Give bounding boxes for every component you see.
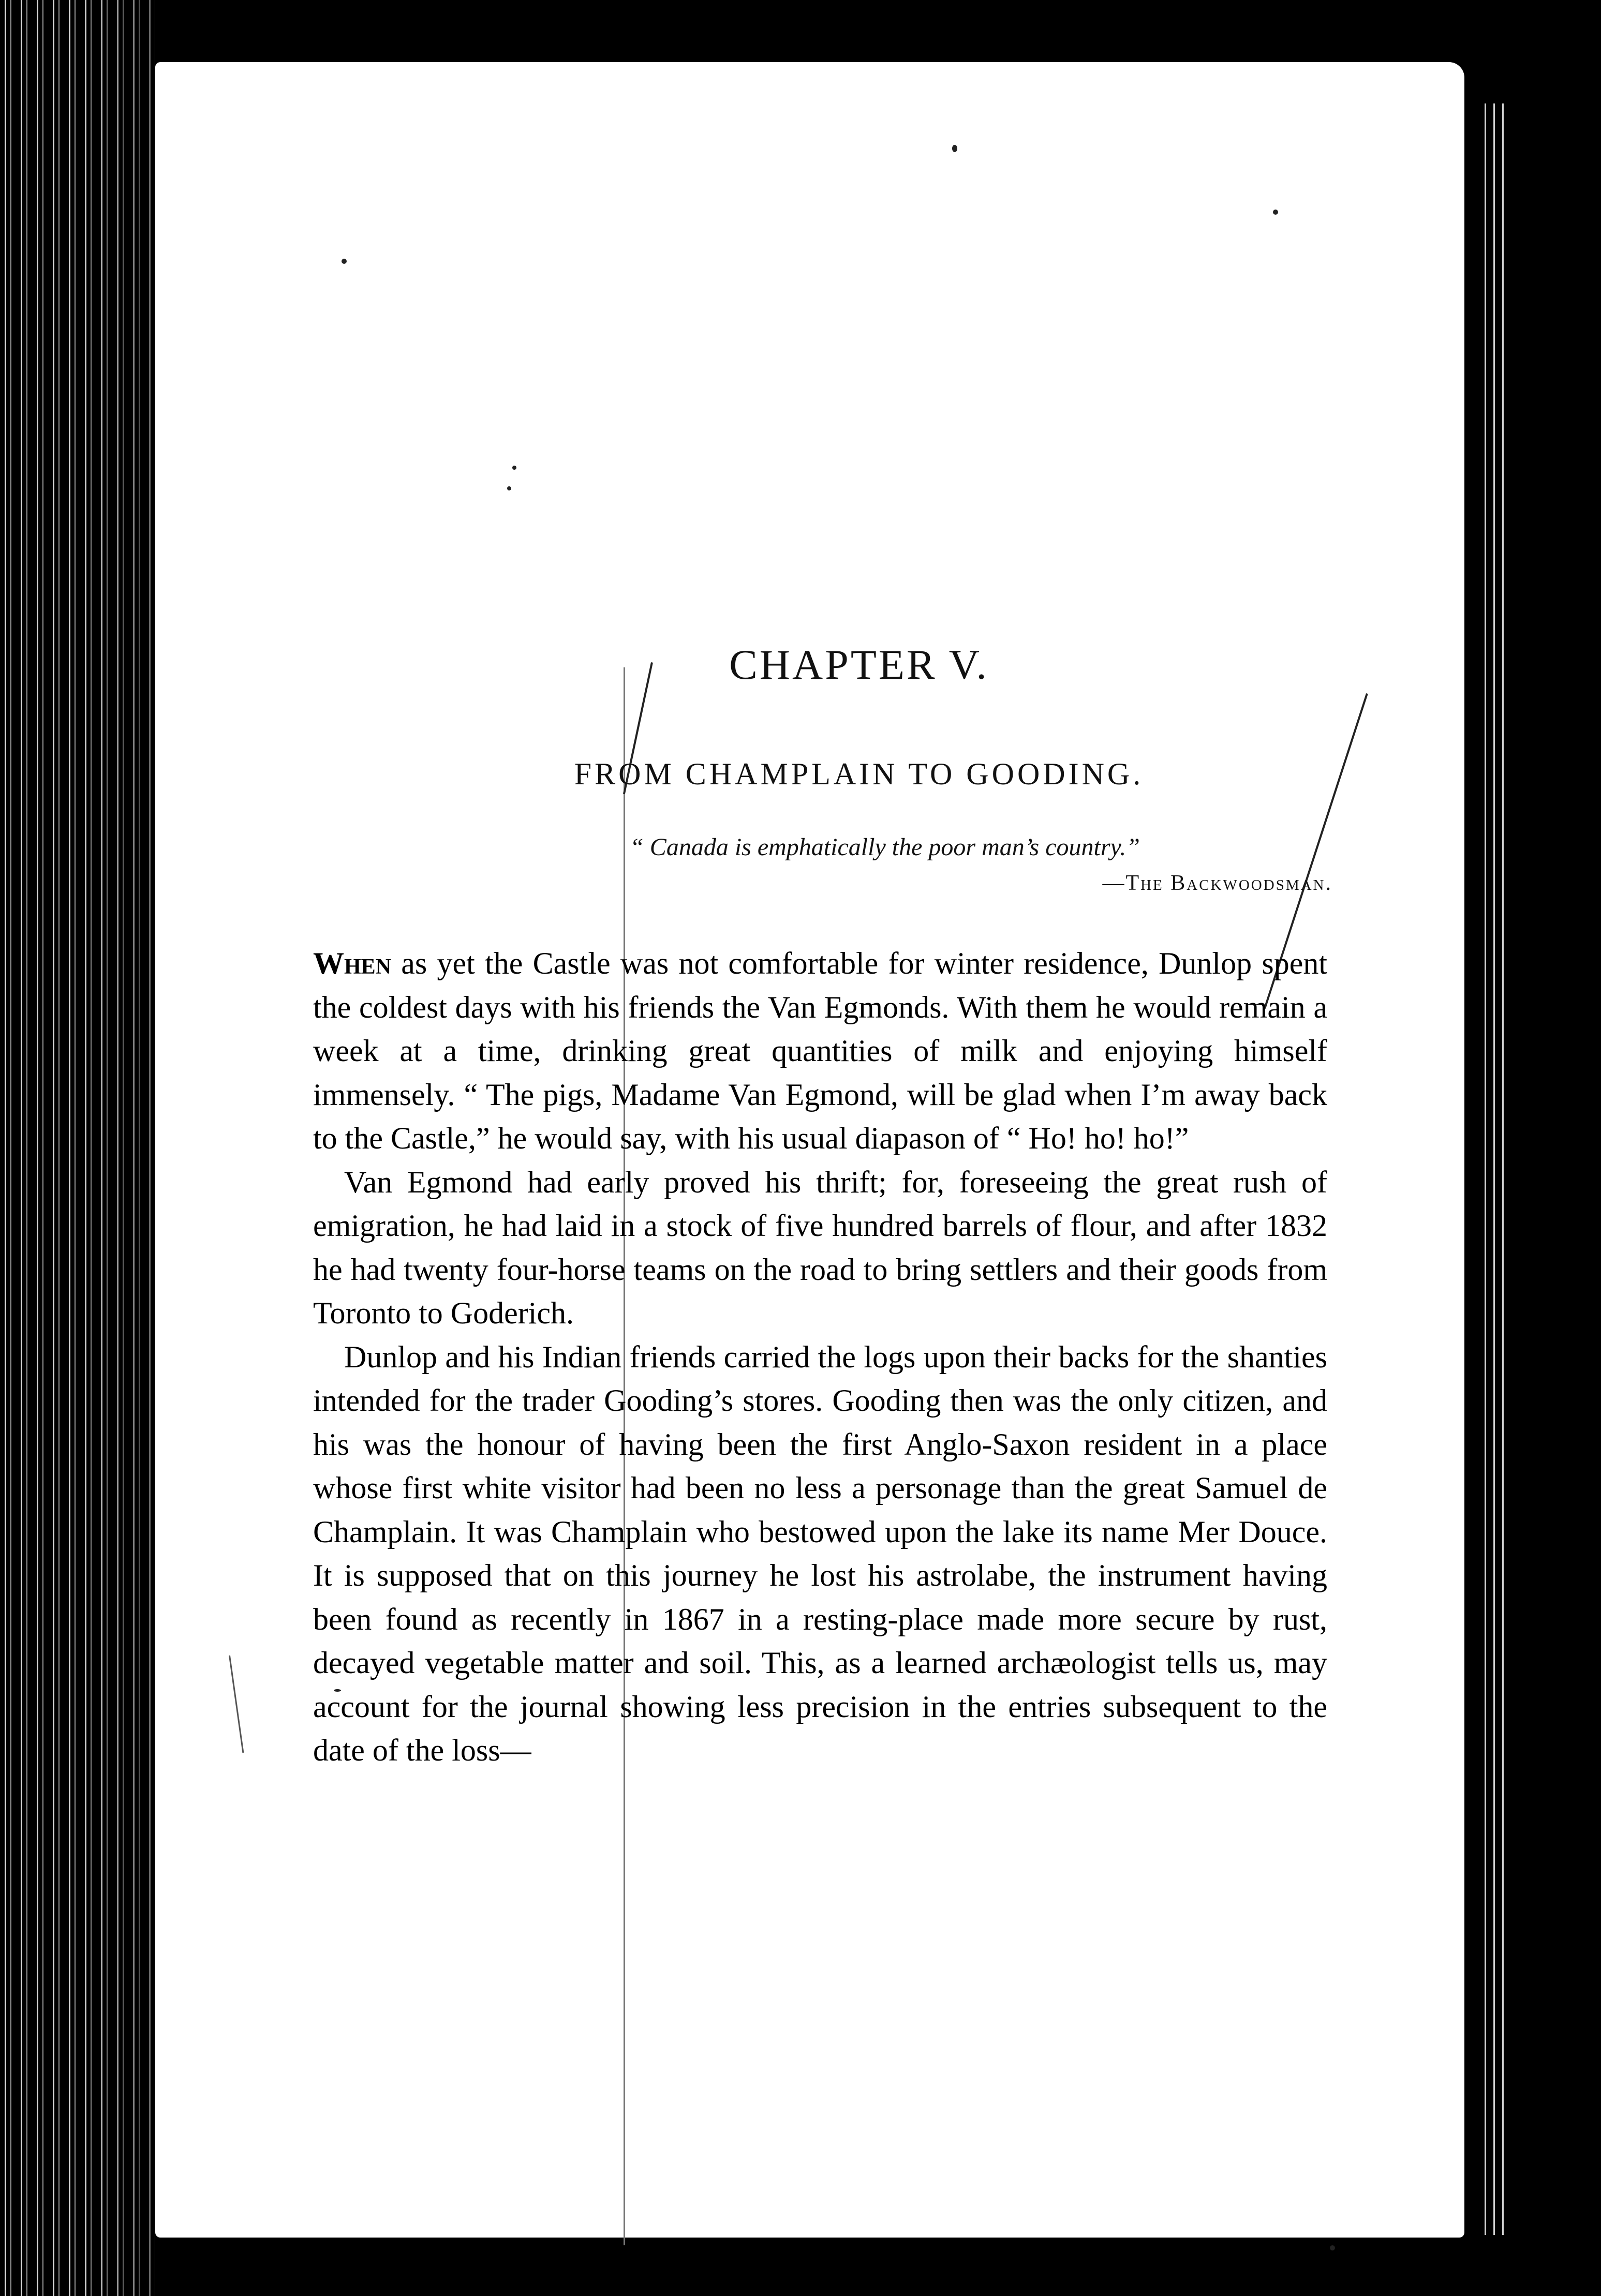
chapter-subtitle: FROM CHAMPLAIN TO GOODING.: [574, 757, 1144, 791]
scan-speck: [1330, 2245, 1335, 2250]
page-edge: [1477, 103, 1508, 2235]
pencil-tick-left: [229, 1656, 244, 1753]
chapter-title: CHAPTER V.: [729, 641, 989, 688]
paragraph-1: [313, 942, 1327, 1160]
epigraph-source: —The Backwoodsman.: [1102, 871, 1332, 895]
paragraph-text: as yet the Castle was not comfortable for winter residence, Dunlop spent the coldest days with his friends the Van Egmonds. With them he would remain a week at a time, drinking great quantities of milk and enjoying himself immensely. “ The pigs, Madame Van Egmond, will be glad when I’m away back to the Castle,” he would say, with his usual diapason of “ Ho! ho! ho!”: [313, 946, 1327, 1155]
paragraph-lead-word: When: [313, 946, 392, 980]
scan-speck: [507, 486, 511, 490]
book-page: [155, 62, 1464, 2238]
binding-shadow: [78, 0, 155, 2296]
body-text: [313, 942, 1327, 1772]
scan-speck: [1273, 210, 1278, 215]
scan-speck: [342, 259, 347, 264]
epigraph-quote: “ Canada is emphatically the poor man’s country.”: [630, 833, 1140, 861]
epigraph: [386, 833, 1332, 896]
paragraph-3: Dunlop and his Indian friends carried the logs upon their backs for the shanties intended for the trader Gooding’s stores. Gooding then was the only citizen, and his was the honour of having been the first Anglo-Saxon resident in a place whose first white visitor had been no less a personage than the great Samuel de Champlain. It was Champlain who bestowed upon the lake its name Mer Douce. It is supposed that on this journey he lost his astrolabe, the instrument having been found as recently in 1867 in a resting-place made more secure by rust, decayed vegetable matter and soil. This, as a learned archæologist tells us, may account for the journal showing less precision in the entries subsequent to the date of the loss—: [313, 1339, 1327, 1767]
scan-speck: [512, 466, 516, 470]
paragraph-2: Van Egmond had early proved his thrift; for, foreseeing the great rush of emigration, he had laid in a stock of five hundred barrels of flour, and after 1832 he had twenty four-horse teams on the road to bring settlers and their goods from Toronto to Goderich.: [313, 1165, 1327, 1330]
scan-speck: [952, 145, 957, 152]
